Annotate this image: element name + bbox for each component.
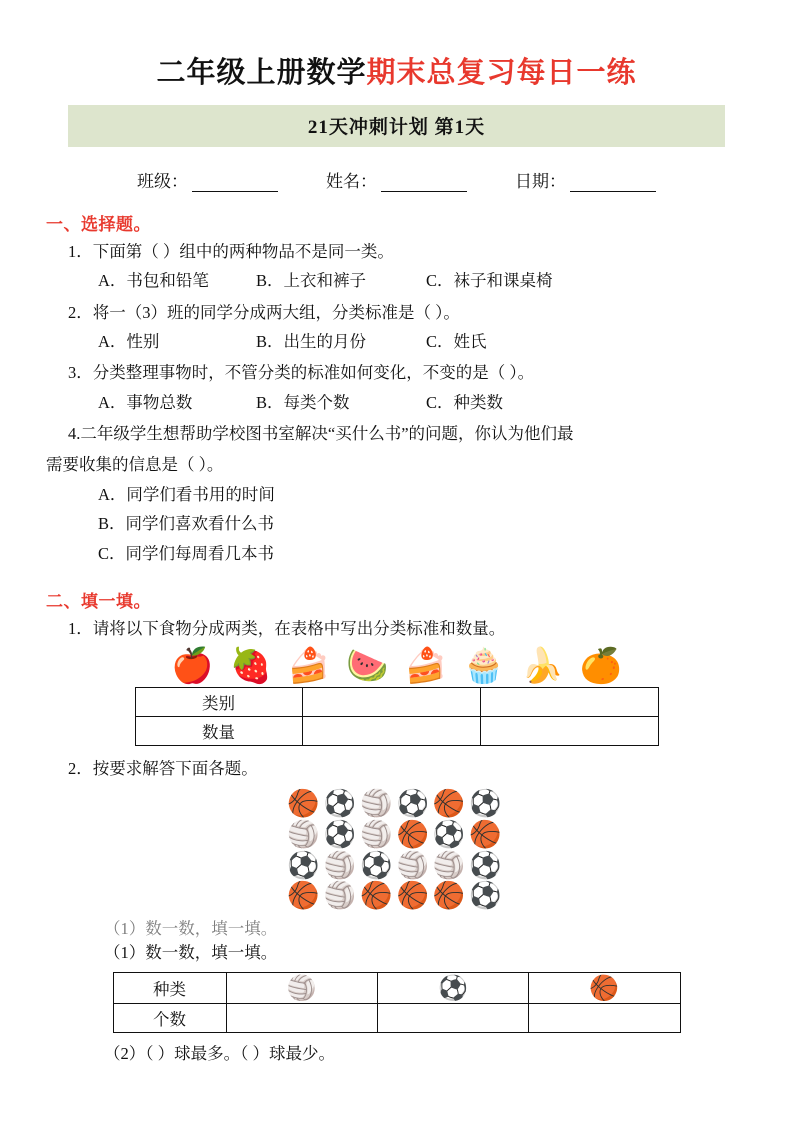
- quantity-cell-2[interactable]: [480, 717, 658, 746]
- question-1-option-a[interactable]: A．书包和铅笔: [98, 271, 209, 291]
- sub-question-1: （1）数一数，填一填。: [104, 942, 278, 962]
- kind-row-header: 种类: [113, 972, 226, 1003]
- ball-grid: [247, 789, 547, 912]
- question-2-option-a[interactable]: A．性别: [98, 331, 160, 351]
- count-cell-basketball[interactable]: [529, 1003, 680, 1032]
- question-3-option-b[interactable]: B．每类个数: [256, 392, 350, 412]
- question-1-text: 1．下面第（ ）组中的两种物品不是同一类。: [68, 241, 394, 261]
- class-field: [137, 167, 278, 192]
- name-label: 姓名：: [326, 171, 377, 191]
- title-red: 期末总复习每日一练: [366, 57, 637, 89]
- section-1-heading: 一、选择题。: [46, 214, 151, 234]
- ball-count-table: [113, 972, 681, 1033]
- title-black: 二年级上册数学: [156, 57, 367, 89]
- question-4-text-line1: 4.二年级学生想帮助学校图书室解决“买什么书”的问题，你认为他们最: [68, 423, 574, 443]
- kind-cell-soccer: [377, 972, 528, 1003]
- ball-row-4: 🏀🏐🏀🏀🏀⚽: [287, 881, 506, 912]
- question-3-text: 3．分类整理事物时，不管分类的标准如何变化，不变的是（ ）。: [68, 363, 535, 383]
- question-3-options: [98, 388, 747, 417]
- question-3-option-c[interactable]: C．种类数: [426, 392, 504, 412]
- classification-table: [135, 687, 659, 746]
- question-4-text-line2: 需要收集的信息是（ ）。: [46, 455, 224, 475]
- watermelon-icon: 🍉: [346, 646, 389, 687]
- table-row: [135, 688, 658, 717]
- page-title: [46, 56, 747, 91]
- student-info-row: [46, 167, 747, 192]
- fill-question-2-text: 2．按要求解答下面各题。: [68, 759, 258, 779]
- name-blank[interactable]: [381, 176, 467, 192]
- strawberry-icon: 🍓: [229, 646, 272, 687]
- cake-icon: 🍰: [287, 646, 331, 687]
- count-row-header: 个数: [113, 1003, 226, 1032]
- table-row: [135, 717, 658, 746]
- fill-question-1-text: 1．请将以下食物分成两类，在表格中写出分类标准和数量。: [68, 618, 506, 638]
- shortcake-icon: 🍰: [404, 646, 447, 687]
- question-1-option-c[interactable]: C．袜子和课桌椅: [426, 271, 553, 291]
- category-cell-1[interactable]: [302, 688, 480, 717]
- question-2-option-b[interactable]: B．出生的月份: [256, 331, 367, 351]
- question-3-option-a[interactable]: A．事物总数: [98, 392, 193, 412]
- table-row: [113, 1003, 680, 1032]
- soccer-icon: ⚽: [438, 973, 468, 1002]
- sub-question-1-shadow: （1）数一数，填一填。: [104, 919, 278, 939]
- volleyball-icon: 🏐: [286, 973, 317, 1002]
- name-field: [326, 167, 467, 192]
- ball-row-2: 🏐⚽🏐🏀⚽🏀: [287, 820, 506, 851]
- category-row-header: 类别: [135, 688, 302, 717]
- class-blank[interactable]: [192, 176, 278, 192]
- question-2-options: [98, 327, 747, 356]
- ball-row-1: 🏀⚽🏐⚽🏀⚽: [287, 789, 506, 820]
- class-label: 班级：: [137, 171, 188, 191]
- ball-row-3: ⚽🏐⚽🏐🏐⚽: [287, 850, 506, 881]
- food-icon-row: [46, 646, 747, 687]
- table-row: [113, 972, 680, 1003]
- question-2-text: 2．将一（3）班的同学分成两大组，分类标准是（ ）。: [68, 302, 460, 322]
- category-cell-2[interactable]: [480, 688, 658, 717]
- date-blank[interactable]: [570, 176, 656, 192]
- question-4-option-b[interactable]: B．同学们喜欢看什么书: [98, 514, 275, 534]
- date-field: [515, 167, 656, 192]
- cupcake-icon: 🧁: [462, 646, 506, 687]
- count-cell-soccer[interactable]: [377, 1003, 528, 1032]
- quantity-row-header: 数量: [135, 717, 302, 746]
- question-1-options: [98, 266, 747, 295]
- date-label: 日期：: [515, 171, 566, 191]
- sub-question-2: （2）（ ）球最多。（ ）球最少。: [104, 1043, 335, 1063]
- count-cell-volleyball[interactable]: [226, 1003, 377, 1032]
- quantity-cell-1[interactable]: [302, 717, 480, 746]
- question-1-option-b[interactable]: B．上衣和裤子: [256, 271, 367, 291]
- kind-cell-basketball: [529, 972, 680, 1003]
- question-2-option-c[interactable]: C．姓氏: [426, 331, 487, 351]
- bananas-icon: 🍌: [521, 646, 564, 687]
- basketball-icon: 🏀: [589, 973, 620, 1002]
- subtitle-banner: 21天冲刺计划 第1天: [68, 105, 725, 147]
- section-2-heading: 二、填一填。: [46, 591, 151, 611]
- question-4-option-c[interactable]: C．同学们每周看几本书: [98, 544, 275, 564]
- question-4-option-a[interactable]: A．同学们看书用的时间: [98, 484, 275, 504]
- kind-cell-volleyball: [226, 972, 377, 1003]
- apple-icon: 🍎: [171, 646, 214, 687]
- tangerine-icon: 🍊: [579, 646, 622, 687]
